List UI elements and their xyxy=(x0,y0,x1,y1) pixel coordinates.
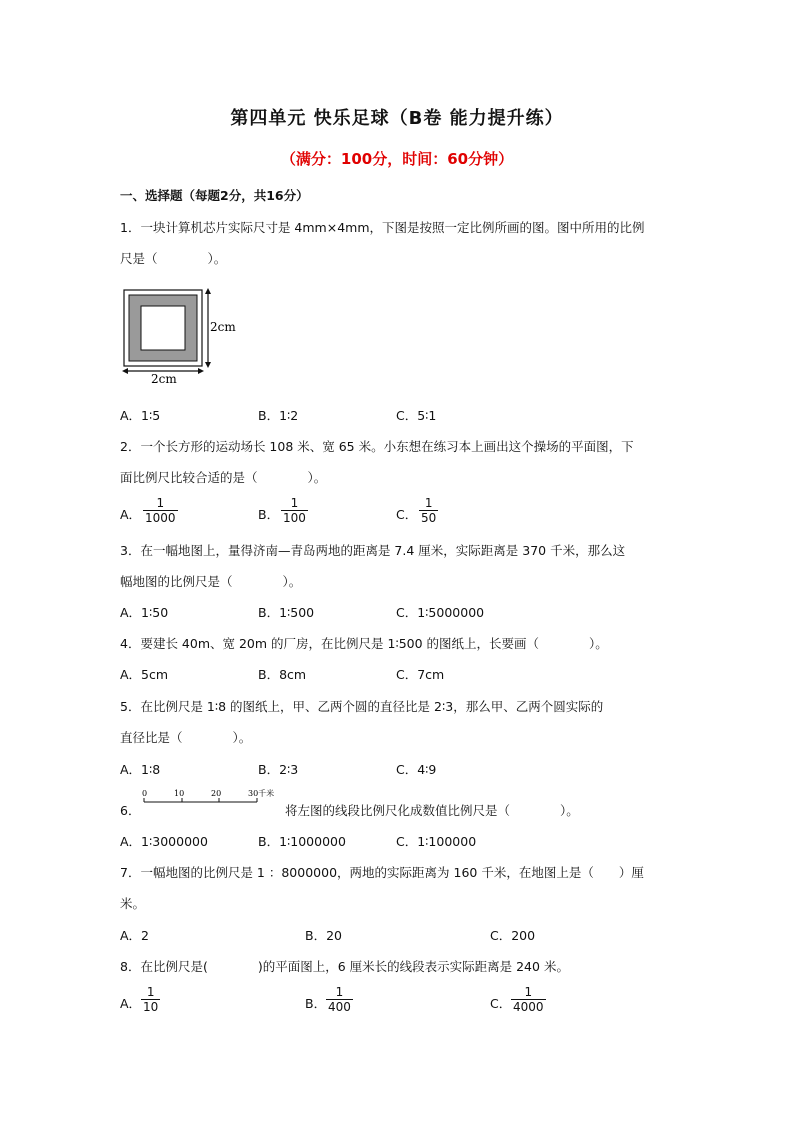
q5-option-c: C．4∶9 xyxy=(396,762,437,777)
q2-option-b-fraction xyxy=(281,496,308,525)
q7-option-c: C．200 xyxy=(490,928,536,943)
q8-option-c-fraction xyxy=(511,985,546,1014)
q2-option-c-fraction xyxy=(419,496,438,525)
page-title: 第四单元 快乐足球（B卷 能力提升练） xyxy=(230,108,564,129)
q2-option-b-label: B． xyxy=(258,507,280,522)
q5-text-line1: 5．在比例尺是 1∶8 的图纸上，甲、乙两个圆的直径比是 2∶3，那么甲、乙两个圆实际的 xyxy=(120,699,604,714)
figure-bottom-label: 2cm xyxy=(151,372,177,384)
q3-option-a: A．1∶50 xyxy=(120,605,169,620)
q6-number: 6． xyxy=(120,803,141,818)
q5-text-line2: 直径比是（ ）。 xyxy=(120,730,252,745)
q6-text: 将左图的线段比例尺化成数值比例尺是（ ）。 xyxy=(285,803,579,818)
q5-option-a: A．1∶8 xyxy=(120,762,161,777)
q2-option-a-label: A． xyxy=(120,507,142,522)
q4-option-c: C．7cm xyxy=(396,667,445,682)
q1-text-line2: 尺是（ ）。 xyxy=(120,251,227,266)
q7-text-line1: 7．一幅地图的比例尺是 1 ：8000000，两地的实际距离为 160 千米，在地图上是（ ）厘 xyxy=(120,865,644,880)
line-scale-figure xyxy=(138,786,288,810)
q3-text-line1: 3．在一幅地图上，量得济南—青岛两地的距离是 7.4 厘米，实际距离是 370 千米，那么这 xyxy=(120,543,626,558)
q8-option-a-label: A． xyxy=(120,996,142,1011)
q8-option-b-label: B． xyxy=(305,996,327,1011)
scale-tick-0: 0 xyxy=(142,789,148,798)
q2-a-denominator: 1000 xyxy=(145,511,176,525)
section-heading: 一、选择题（每题2分，共16分） xyxy=(120,188,309,203)
page-subtitle: （满分：100分，时间：60分钟） xyxy=(280,150,514,168)
q6-option-b: B．1∶1000000 xyxy=(258,834,346,849)
q8-option-c-label: C． xyxy=(490,996,512,1011)
q2-b-numerator: 1 xyxy=(290,496,299,510)
q1-option-c: C．5∶1 xyxy=(396,408,437,423)
q2-text-line1: 2．一个长方形的运动场长 108 米、宽 65 米。小东想在练习本上画出这个操场的平面图，下 xyxy=(120,439,634,454)
q8-a-numerator: 1 xyxy=(146,985,155,999)
q3-option-c: C．1∶5000000 xyxy=(396,605,485,620)
q6-option-a: A．1∶3000000 xyxy=(120,834,208,849)
q7-text-line2: 米。 xyxy=(120,896,146,911)
q5-option-b: B．2∶3 xyxy=(258,762,299,777)
q8-text-line1: 8．在比例尺是( )的平面图上，6 厘米长的线段表示实际距离是 240 米。 xyxy=(120,959,569,974)
figure-side-label: 2cm xyxy=(210,320,236,334)
q2-b-denominator: 100 xyxy=(283,511,306,525)
q7-option-a: A．2 xyxy=(120,928,150,943)
q3-option-b: B．1∶500 xyxy=(258,605,315,620)
q2-c-numerator: 1 xyxy=(424,496,433,510)
q2-option-c-label: C． xyxy=(396,507,418,522)
q1-option-a: A．1∶5 xyxy=(120,408,161,423)
figure-inner-square xyxy=(141,306,185,350)
q2-a-numerator: 1 xyxy=(156,496,165,510)
q3-text-line2: 幅地图的比例尺是（ ）。 xyxy=(120,574,302,589)
scale-tick-30: 30千米 xyxy=(248,789,275,798)
q2-c-denominator: 50 xyxy=(421,511,437,525)
q8-option-a-fraction xyxy=(141,985,160,1014)
q8-b-numerator: 1 xyxy=(335,985,344,999)
q1-option-b: B．1∶2 xyxy=(258,408,299,423)
q8-a-denominator: 10 xyxy=(143,1000,159,1014)
q8-c-numerator: 1 xyxy=(524,985,533,999)
q7-option-b: B．20 xyxy=(305,928,342,943)
q8-option-b-fraction xyxy=(326,985,353,1014)
q2-option-a-fraction xyxy=(143,496,178,525)
scale-tick-20: 20 xyxy=(211,789,222,798)
q6-option-c: C．1∶100000 xyxy=(396,834,477,849)
scale-tick-10: 10 xyxy=(174,789,185,798)
q4-option-a: A．5cm xyxy=(120,667,169,682)
q2-text-line2: 面比例尺比较合适的是（ ）。 xyxy=(120,470,327,485)
q8-c-denominator: 4000 xyxy=(513,1000,544,1014)
q4-text-line1: 4．要建长 40m、宽 20m 的厂房，在比例尺是 1∶500 的图纸上，长要画（ ）。 xyxy=(120,636,608,651)
q8-b-denominator: 400 xyxy=(328,1000,351,1014)
chip-scale-figure xyxy=(118,284,248,384)
q4-option-b: B．8cm xyxy=(258,667,307,682)
q1-text-line1: 1．一块计算机芯片实际尺寸是 4mm×4mm，下图是按照一定比例所画的图。图中所用的比例 xyxy=(120,220,645,235)
